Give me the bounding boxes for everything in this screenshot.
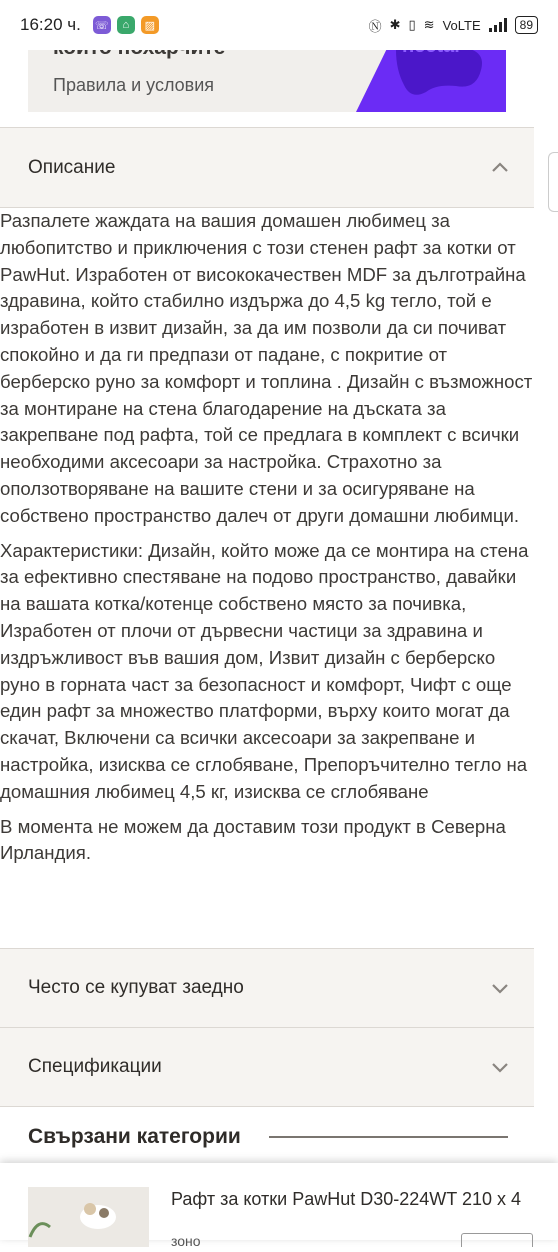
accordion-specifications-label: Спецификации: [28, 1056, 162, 1077]
network-type: VoLTE: [442, 17, 481, 33]
accordion-description[interactable]: [0, 127, 534, 208]
heading-divider: [269, 1136, 508, 1138]
description-paragraph: В момента не можем да доставим този продукт в Северна Ирландия.: [0, 815, 506, 864]
accordion-specifications[interactable]: [0, 1027, 534, 1107]
wifi-icon: ≋: [423, 17, 435, 32]
related-categories-heading: [28, 1125, 508, 1149]
accordion-description-label: Описание: [28, 156, 116, 178]
chevron-up-icon: [490, 158, 510, 178]
bluetooth-icon: ✱: [389, 17, 401, 32]
chevron-down-icon: [490, 978, 510, 998]
sticky-product-extra: зоно: [171, 1233, 201, 1249]
product-thumbnail[interactable]: [28, 1187, 149, 1247]
accordion-bought-together-label: Често се купуват заедно: [28, 977, 244, 998]
description-paragraph: Разпалете жаждата на вашия домашен любимец за любопитство и приключения с този стенен рафт за котки от PawHut. Изработен от висококачествен MDF за дълготрайна здравина, който стабилно издържа до 4,5 kg тегло, той е изработен в извит дизайн, за да им позволи да си почиват спокойно и да ги предпази от падане, с покритие от берберско руно за комфорт и топлина . Дизайн с възможност за монтиране на стена благодарение на дъската за закрепване под рафта, той се предлага в комплект с всички необходими аксесоари за настройка. Страхотно за оползотворяване на вашите стени и за осигуряване на собствено пространство далеч от други домашни любимци.: [0, 210, 533, 526]
status-time: 16:20 ч.: [20, 15, 81, 34]
quantity-select[interactable]: [461, 1233, 533, 1247]
chevron-down-icon: [490, 1057, 510, 1077]
sticky-product-name[interactable]: Рафт за котки PawHut D30-224WT 210 x 4: [171, 1189, 521, 1209]
status-bar: [0, 0, 558, 50]
sticky-product-bar[interactable]: [0, 1163, 558, 1249]
vibrate-icon: ▯: [408, 17, 416, 32]
terms-link[interactable]: Правила и условия: [53, 75, 215, 95]
home-app-icon: ⌂: [117, 16, 135, 34]
nfc-icon: Ⓝ: [368, 18, 382, 34]
accordion-bought-together[interactable]: [0, 948, 534, 1028]
description-paragraph: Характеристики: Дизайн, който може да се монтира на стена за ефективно спестяване на подово пространство, давайки на вашата котка/котенце собствено място за почивка, Изработен от плочи от дървесни частици за здравина и издръжливост във вашия дом, Извит дизайн с берберско руно в горната част за безопасност и комфорт, Чифт с още един рафт за множество платформи, върху които могат да скачат, Включени са всички аксесоари за закрепване и настройка, изисква се сглобяване, Препоръчително тегло на домашния любимец 4,5 кг, изисква се сглобяване: [0, 539, 529, 802]
viber-icon: ☏: [93, 16, 111, 34]
food-app-icon: ▨: [141, 16, 159, 34]
side-scroll-tab[interactable]: [548, 152, 558, 212]
battery-icon: 89: [515, 16, 538, 34]
related-categories-title: Свързани категории: [28, 1125, 241, 1148]
signal-icon: [489, 18, 507, 32]
description-text: [0, 208, 534, 875]
